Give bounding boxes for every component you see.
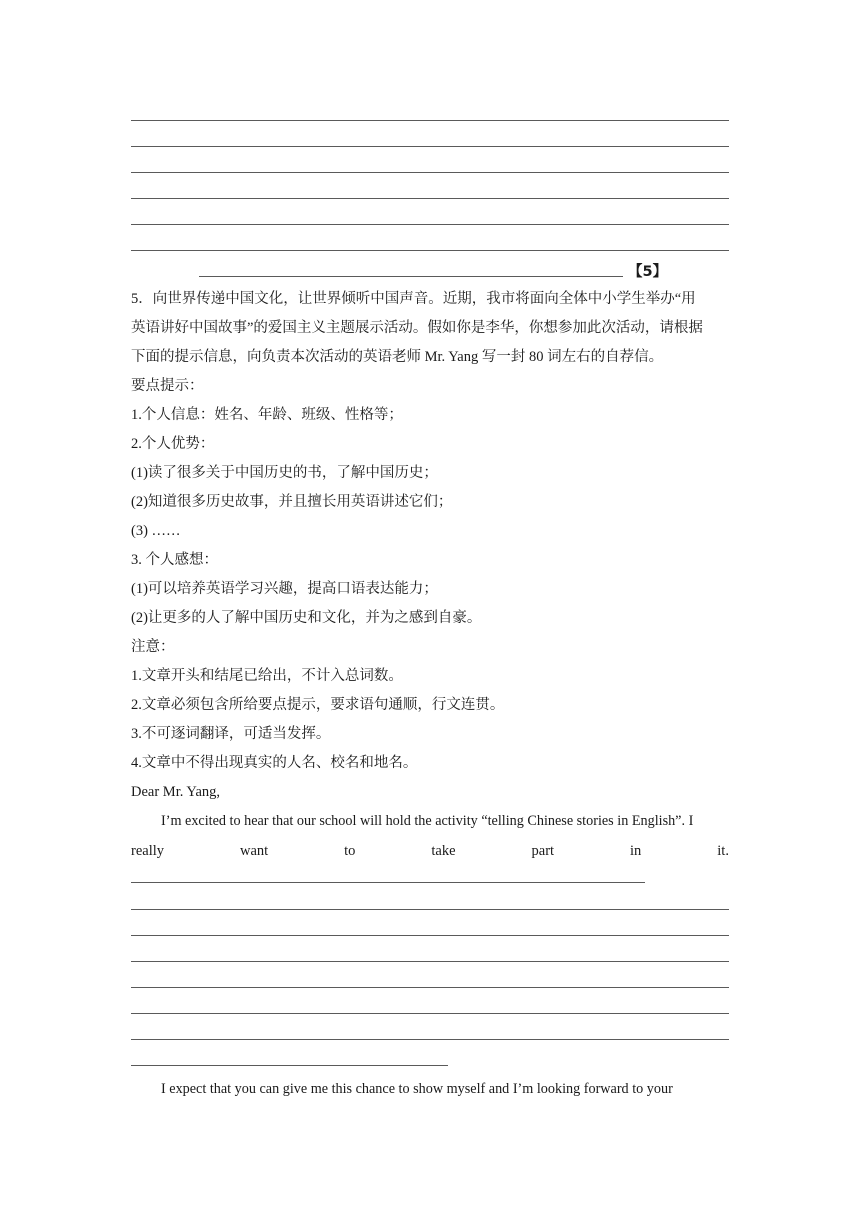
note-item: 1.文章开头和结尾已给出，不计入总词数。 <box>131 668 403 684</box>
hint-item: 1.个人信息：姓名、年龄、班级、性格等； <box>131 407 403 423</box>
letter-closing-line: I expect that you can give me this chance to show myself and I’m looking forward to your <box>161 1081 673 1097</box>
letter-word: take <box>431 843 456 859</box>
hint-subitem: (2)让更多的人了解中国历史和文化，并为之感到自豪。 <box>131 610 482 626</box>
answer-line[interactable] <box>131 250 729 251</box>
writing-line[interactable] <box>131 1065 448 1066</box>
writing-line[interactable] <box>131 935 729 936</box>
answer-line[interactable] <box>131 224 729 225</box>
note-item: 3.不可逐词翻译，可适当发挥。 <box>131 726 331 742</box>
letter-word: to <box>344 843 356 859</box>
answer-line[interactable] <box>131 146 729 147</box>
answer-line-short[interactable] <box>199 276 623 277</box>
question-intro-line: 5．向世界传递中国文化，让世界倾听中国声音。近期，我市将面向全体中小学生举办“用 <box>131 291 696 307</box>
letter-word: want <box>239 843 269 859</box>
writing-line[interactable] <box>131 1039 729 1040</box>
hint-item: 2.个人优势： <box>131 436 215 452</box>
notes-title: 注意： <box>131 639 175 655</box>
writing-line[interactable] <box>131 1013 729 1014</box>
hint-subitem: (1)读了很多关于中国历史的书，了解中国历史； <box>131 465 438 481</box>
answer-bracket-label: 【5】 <box>628 264 668 280</box>
hint-subitem: (2)知道很多历史故事，并且擅长用英语讲述它们； <box>131 494 453 510</box>
writing-line[interactable] <box>131 882 645 883</box>
hints-title: 要点提示： <box>131 378 204 394</box>
writing-line[interactable] <box>131 961 729 962</box>
hint-subitem: (1)可以培养英语学习兴趣，提高口语表达能力； <box>131 581 438 597</box>
answer-line[interactable] <box>131 198 729 199</box>
hint-subitem: (3) …… <box>131 523 181 539</box>
letter-salutation: Dear Mr. Yang, <box>131 784 221 800</box>
note-item: 4.文章中不得出现真实的人名、校名和地名。 <box>131 755 418 771</box>
letter-word: part <box>531 843 555 859</box>
letter-word: in <box>630 843 642 859</box>
hint-item: 3. 个人感想： <box>131 552 218 568</box>
writing-line[interactable] <box>131 987 729 988</box>
letter-opening-line: I’m excited to hear that our school will hold the activity “telling Chinese stories in English”. I <box>161 813 694 829</box>
answer-line[interactable] <box>131 120 729 121</box>
letter-word: really <box>131 843 165 859</box>
letter-opening-words <box>131 843 729 860</box>
question-intro-line: 英语讲好中国故事”的爱国主义主题展示活动。假如你是李华，你想参加此次活动，请根据 <box>131 320 703 336</box>
writing-line[interactable] <box>131 909 729 910</box>
answer-line[interactable] <box>131 172 729 173</box>
note-item: 2.文章必须包含所给要点提示，要求语句通顺，行文连贯。 <box>131 697 505 713</box>
letter-word: it. <box>717 843 729 859</box>
question-intro-line: 下面的提示信息，向负责本次活动的英语老师 Mr. Yang 写一封 80 词左右的自荐信。 <box>131 349 664 365</box>
